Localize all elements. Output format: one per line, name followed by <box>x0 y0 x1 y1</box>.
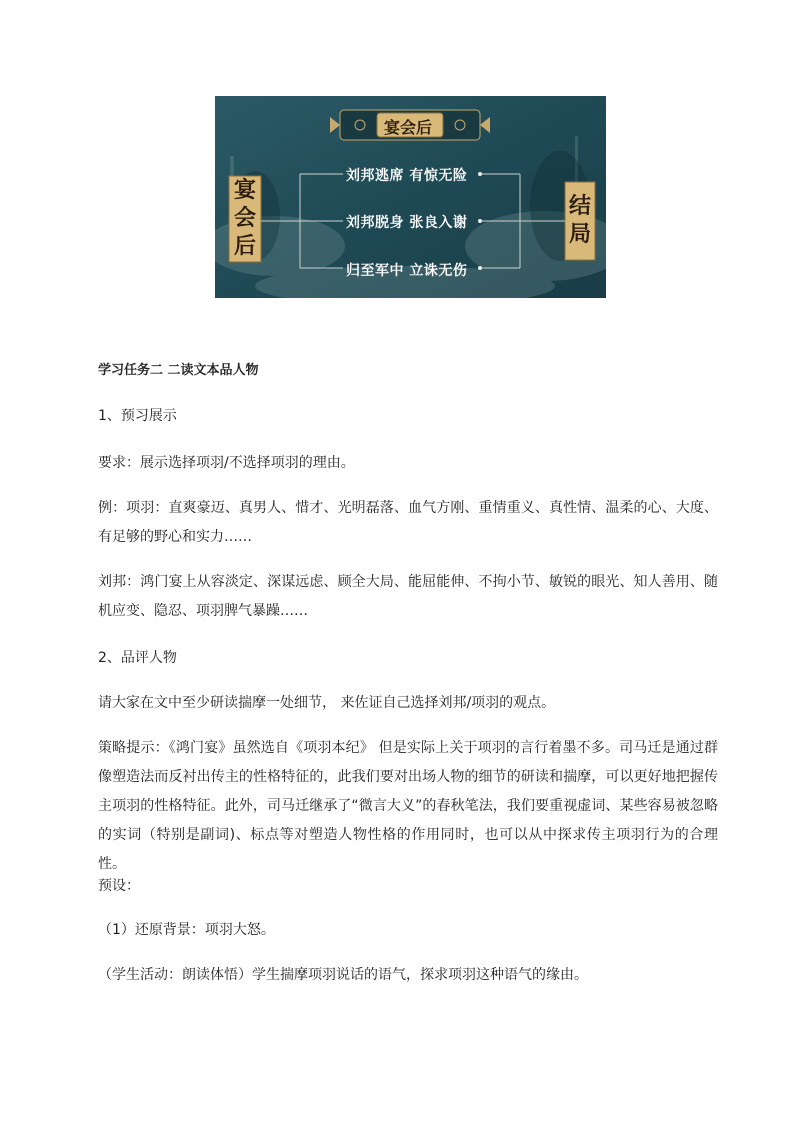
strategy-paragraph: 策略提示：《鸿门宴》虽然选自《项羽本纪》 但是实际上关于项羽的言行着墨不多。司马迁是通过群像塑造法而反衬出传主的性格特征的，此我们要对出场人物的细节的研读和揣摩，可以更好地把握传主项羽的性格特征。此外，司马迁继承了“微言大义”的春秋笔法，我们要重视虚词、某些容易被忽略的实词（特别是副词)、标点等对塑造人物性格的作用同时，也可以从中探求传主项羽行为的合理性。 <box>98 740 718 872</box>
right-plaque-char: 结 <box>568 194 591 219</box>
student-activity-text: （学生活动：朗读体悟）学生揣摩项羽说话的语气，探求项羽这种语气的缘由。 <box>98 967 588 983</box>
left-plaque <box>229 176 261 262</box>
slide-header-label: 宴会后 <box>383 118 432 137</box>
left-plaque-char: 会 <box>233 206 256 231</box>
task-heading: 学习任务二 二读文本品人物 <box>98 363 259 378</box>
left-plaque-char: 后 <box>233 234 256 259</box>
section-2-title: 2、品评人物 <box>98 650 177 666</box>
right-plaque <box>565 182 595 260</box>
instruction-text: 请大家在文中至少研读揣摩一处细节， 来佐证自己选择刘邦/项羽的观点。 <box>98 695 556 711</box>
branch-label: 刘邦逃席 有惊无险 <box>346 168 468 184</box>
liubang-paragraph: 刘邦：鸿门宴上从容淡定、深谋远虑、顾全大局、能屈能伸、不拘小节、敏锐的眼光、知人善用、随机应变、隐忍、项羽脾气暴躁…… <box>98 574 718 619</box>
preset-label: 预设： <box>98 878 140 894</box>
item-1-text: （1）还原背景：项羽大怒。 <box>98 922 275 938</box>
branch-label: 刘邦脱身 张良入谢 <box>346 215 468 231</box>
right-plaque-char: 局 <box>568 222 591 247</box>
section-1-title: 1、预习展示 <box>98 408 177 424</box>
example-xiangyu-paragraph: 例：项羽：直爽豪迈、真男人、惜才、光明磊落、血气方刚、重情重义、真性情、温柔的心、大度、有足够的野心和实力…… <box>98 500 718 545</box>
requirement-text: 要求：展示选择项羽/不选择项羽的理由。 <box>98 455 355 471</box>
branch-label: 归至军中 立诛无伤 <box>346 263 468 279</box>
left-plaque-char: 宴 <box>233 178 256 203</box>
